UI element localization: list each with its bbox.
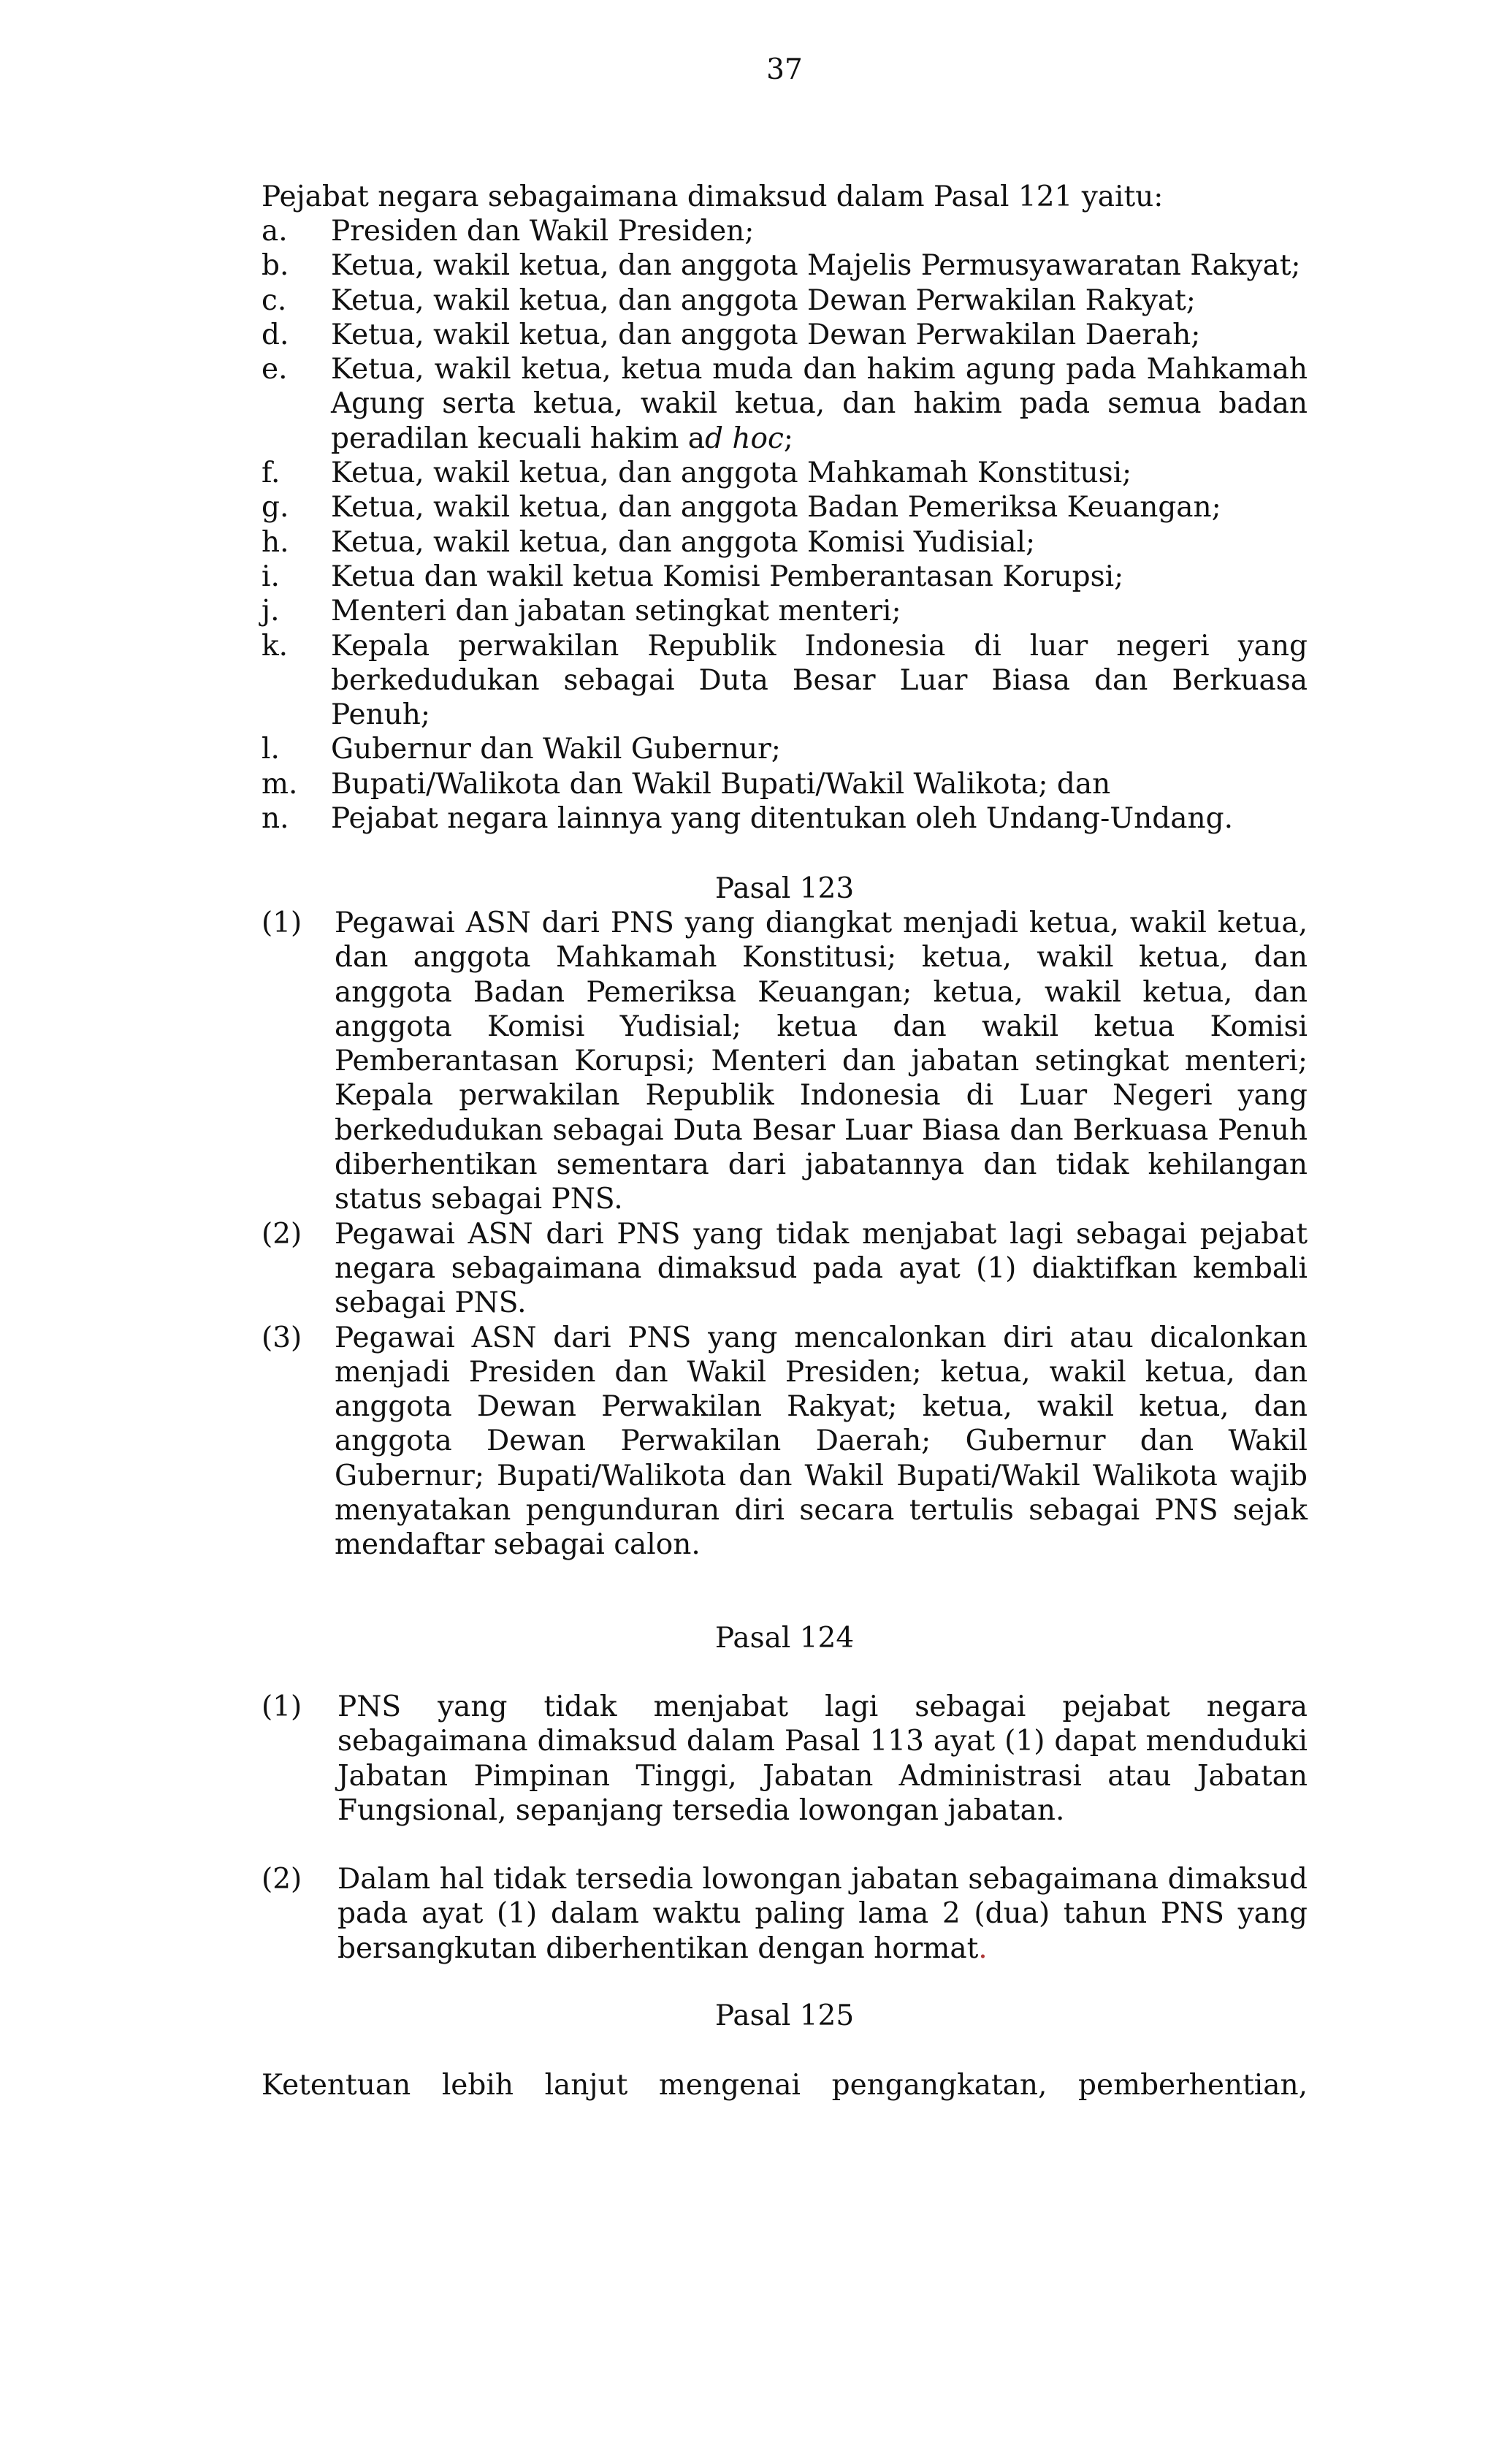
list-item [262,767,1308,801]
list-item [262,352,1308,456]
ayat-marker: (2) [262,1217,302,1251]
list-text: Presiden dan Wakil Presiden; [331,215,755,248]
ayat-text-tail: . [978,1931,988,1965]
list-marker: e. [262,353,288,386]
list-text-tail: ; [783,422,793,455]
list-item [262,283,1308,318]
ayat-text: Pegawai ASN dari PNS yang tidak menjabat lagi sebagai pejabat negara sebagaimana dimaksud pada ayat (1) diaktifkan kembali sebagai PNS. [335,1217,1308,1320]
ayat-item [262,1690,1308,1828]
list-marker: m. [262,767,298,801]
ayat-text: Pegawai ASN dari PNS yang diangkat menjadi ketua, wakil ketua, dan anggota Mahkamah Konstitusi; ketua, wakil ketua, dan anggota Badan Pemeriksa Keuangan; ketua, wakil ketua, dan anggota Komisi Yudisial; ketua dan wakil ketua Komisi Pemberantasan Korupsi; Menteri dan jabatan setingkat menteri; Kepala perwakilan Republik Indonesia di Luar Negeri yang berkedudukan sebagai Duta Besar Luar Biasa dan Berkuasa Penuh diberhentikan sementara dari jabatannya dan tidak kehilangan status sebagai PNS. [335,907,1308,1216]
list-marker: n. [262,802,289,836]
list-text: Ketua, wakil ketua, dan anggota Mahkamah Konstitusi; [331,457,1132,490]
ayat-item [262,1217,1308,1321]
ayat-item [262,906,1308,1217]
ayat-marker: (2) [262,1863,302,1896]
ayat-marker: (3) [262,1321,302,1354]
list-item [262,560,1308,594]
list-marker: h. [262,525,289,559]
ayat-item [262,1321,1308,1563]
list-item [262,318,1308,352]
list-item [262,490,1308,525]
list-text: Menteri dan jabatan setingkat menteri; [331,595,901,628]
list-marker: l. [262,733,280,766]
list-text-main: Ketua, wakil ketua, ketua muda dan hakim agung pada Mahkamah Agung serta ketua, wakil ketua, dan hakim pada semua badan peradilan kecuali hakim a [331,353,1308,455]
pasal-125-text: Ketentuan lebih lanjut mengenai pengangkatan, pemberhentian, [262,2069,1308,2102]
page-number: 37 [766,53,803,86]
list-marker: j. [262,595,280,628]
list-item [262,248,1308,283]
list-text: Bupati/Walikota dan Wakil Bupati/Wakil Walikota; dan [331,767,1111,801]
list-item [262,732,1308,766]
ayat-item [262,1862,1308,1966]
list-officials [262,214,1308,836]
list-item [262,456,1308,490]
list-marker: f. [262,457,280,490]
list-text: Ketua, wakil ketua, dan anggota Komisi Yudisial; [331,525,1036,559]
list-text: Kepala perwakilan Republik Indonesia di luar negeri yang berkedudukan sebagai Duta Besar Luar Biasa dan Berkuasa Penuh; [331,629,1308,732]
pasal-125-heading: Pasal 125 [714,1999,855,2032]
list-text-italic: d hoc [705,422,784,455]
pasal-124-list [262,1690,1308,1966]
pasal-124-heading: Pasal 124 [714,1622,855,1655]
list-text: Ketua dan wakil ketua Komisi Pemberantasan Korupsi; [331,560,1124,593]
ayat-text-main: Dalam hal tidak tersedia lowongan jabatan sebagaimana dimaksud pada ayat (1) dalam waktu paling lama 2 (dua) tahun PNS yang bersangkutan diberhentikan dengan hormat [337,1863,1308,1965]
list-marker: k. [262,629,289,663]
list-marker: b. [262,249,289,283]
list-text: Gubernur dan Wakil Gubernur; [331,733,781,766]
ayat-marker: (1) [262,1690,302,1723]
list-marker: i. [262,560,280,593]
ayat-text: Pegawai ASN dari PNS yang mencalonkan diri atau dicalonkan menjadi Presiden dan Wakil Presiden; ketua, wakil ketua, dan anggota Dewan Perwakilan Rakyat; ketua, wakil ketua, dan anggota Dewan Perwakilan Daerah; Gubernur dan Wakil Gubernur; Bupati/Walikota dan Wakil Bupati/Wakil Walikota wajib menyatakan pengunduran diri secara tertulis sebagai PNS sejak mendaftar sebagai calon. [335,1321,1308,1562]
list-text: Pejabat negara lainnya yang ditentukan oleh Undang-Undang. [331,802,1233,836]
list-item [262,801,1308,836]
list-text: Ketua, wakil ketua, dan anggota Badan Pemeriksa Keuangan; [331,491,1221,525]
ayat-marker: (1) [262,907,302,939]
pasal-123-heading: Pasal 123 [714,872,855,905]
list-marker: c. [262,283,287,317]
list-marker: a. [262,215,288,248]
list-text [331,352,1308,456]
list-item [262,214,1308,248]
list-item [262,594,1308,628]
pasal-123-list [262,906,1308,1563]
list-item [262,525,1308,560]
list-text: Ketua, wakil ketua, dan anggota Dewan Perwakilan Daerah; [331,318,1201,351]
list-marker: g. [262,491,289,525]
ayat-text [337,1862,1308,1966]
intro-paragraph: Pejabat negara sebagaimana dimaksud dalam Pasal 121 yaitu: [262,180,1164,213]
list-text: Ketua, wakil ketua, dan anggota Dewan Perwakilan Rakyat; [331,283,1196,317]
ayat-text: PNS yang tidak menjabat lagi sebagai pejabat negara sebagaimana dimaksud dalam Pasal 113 ayat (1) dapat menduduki Jabatan Pimpinan Tinggi, Jabatan Administrasi atau Jabatan Fungsional, sepanjang tersedia lowongan jabatan. [337,1690,1308,1827]
list-text: Ketua, wakil ketua, dan anggota Majelis Permusyawaratan Rakyat; [331,249,1301,283]
list-marker: d. [262,318,289,351]
list-item [262,629,1308,733]
